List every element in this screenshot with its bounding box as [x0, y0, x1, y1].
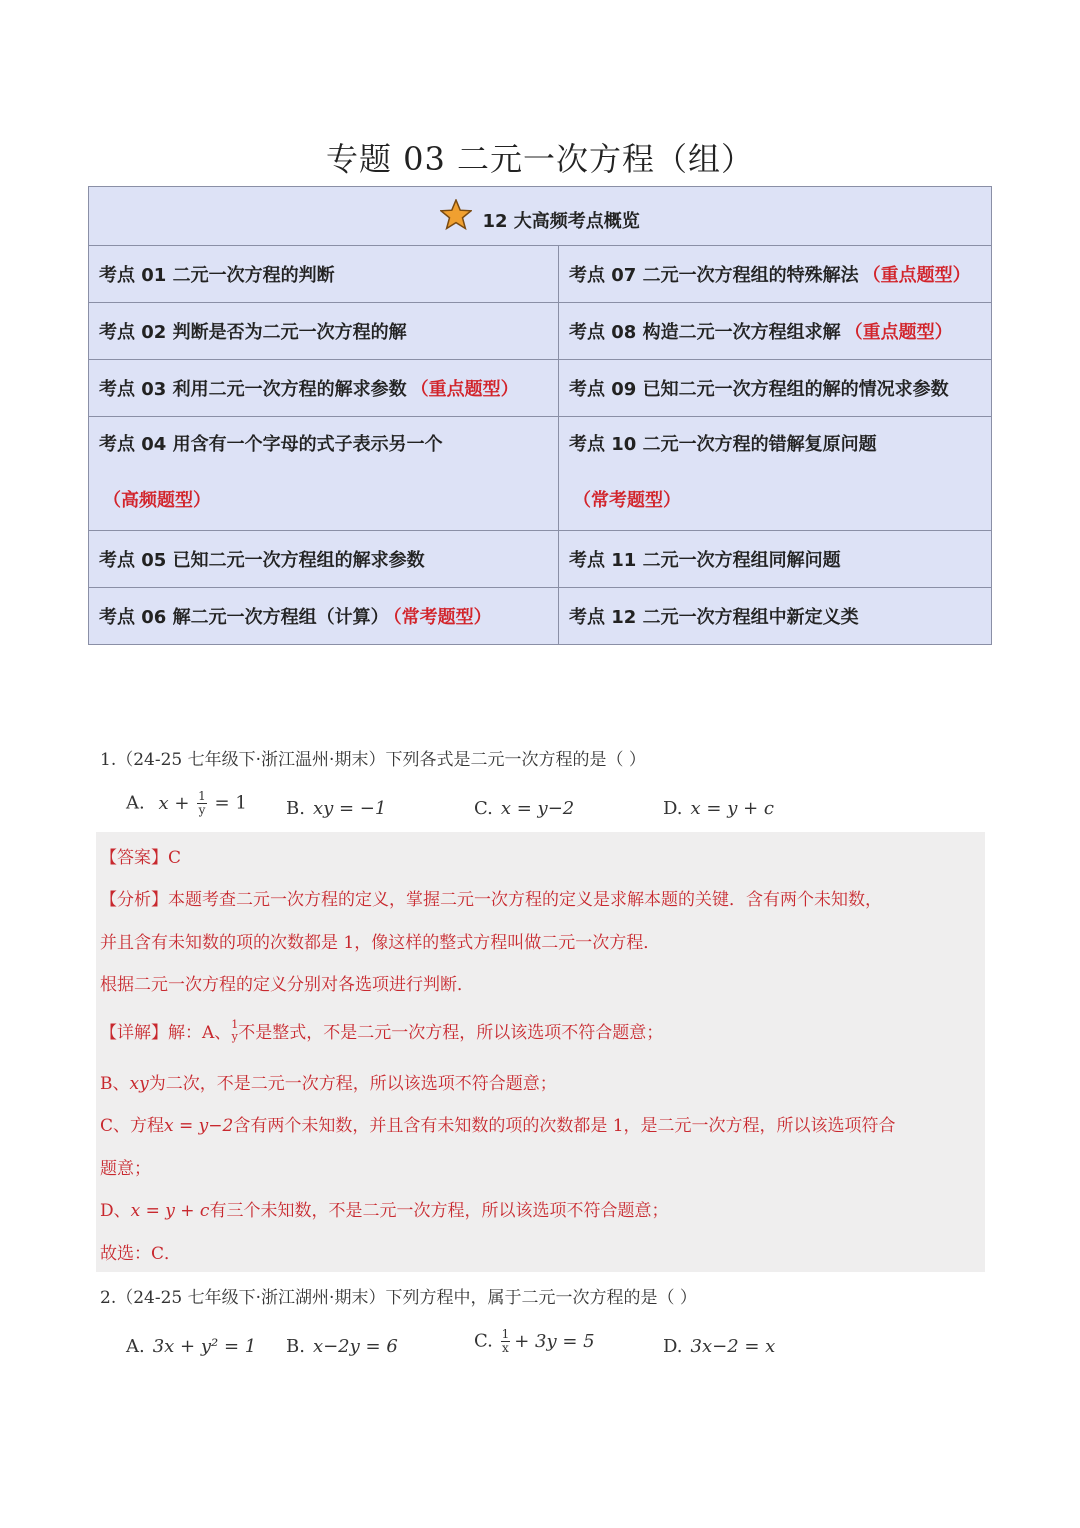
topic-tag: （重点题型） — [844, 322, 953, 343]
option-a: A. 3x + y² = 1 — [126, 1336, 257, 1357]
topic-cell — [89, 417, 559, 531]
fraction: $\frac{1}{y}$ — [198, 789, 206, 817]
topic-tag: （常考题型） — [573, 490, 681, 511]
overview-row — [89, 246, 992, 303]
topic-text: 考点 02 判断是否为二元一次方程的解 — [99, 322, 407, 343]
analysis-line: 并且含有未知数的项的次数都是 1，像这样的整式方程叫做二元一次方程． — [100, 933, 661, 953]
fraction: $\frac{1}{x}$ — [501, 1327, 510, 1355]
detail-line: 题意； — [100, 1159, 151, 1179]
topic-tag: （重点题型） — [410, 379, 519, 400]
topic-cell — [559, 246, 992, 303]
topic-text: 考点 05 已知二元一次方程组的解求参数 — [99, 550, 425, 571]
overview-header — [89, 187, 992, 246]
topic-text: 考点 10 二元一次方程的错解复原问题 — [569, 434, 877, 455]
star-icon — [440, 199, 472, 231]
detail-line: B、xy为二次，不是二元一次方程，所以该选项不符合题意； — [100, 1074, 557, 1094]
option-c: C. x = y−2 — [474, 798, 575, 819]
topic-text: 考点 12 二元一次方程组中新定义类 — [569, 607, 859, 628]
topic-tag: （重点题型） — [862, 265, 971, 286]
topic-text: 考点 06 解二元一次方程组（计算） — [99, 607, 389, 628]
option-d: D. 3x−2 = x — [663, 1336, 776, 1357]
detail-line: 【详解】解：A、 1 y 不是整式，不是二元一次方程，所以该选项不符合题意； — [100, 1018, 664, 1043]
option-a: A. x + $\frac{1}{y}$ = 1 — [126, 789, 247, 817]
overview-row — [89, 588, 992, 645]
topic-cell — [89, 246, 559, 303]
option-b: B. x−2y = 6 — [286, 1336, 398, 1357]
overview-row — [89, 303, 992, 360]
conclusion-line: 故选：C． — [100, 1244, 182, 1264]
topic-text: 考点 03 利用二元一次方程的解求参数 — [99, 379, 407, 400]
topic-text: 考点 08 构造二元一次方程组求解 — [569, 322, 841, 343]
analysis-line: 【分析】本题考查二元一次方程的定义，掌握二元一次方程的定义是求解本题的关键．含有两个未知数， — [100, 890, 882, 910]
topic-cell — [89, 303, 559, 360]
question-1-stem: 1.（24-25 七年级下·浙江温州·期末）下列各式是二元一次方程的是（ ） — [100, 750, 646, 770]
detail-line: C、方程x = y−2含有两个未知数，并且含有未知数的项的次数都是 1，是二元一次方程，所以该选项符合 — [100, 1116, 896, 1136]
topic-text: 考点 11 二元一次方程组同解问题 — [569, 550, 841, 571]
analysis-line: 根据二元一次方程的定义分别对各选项进行判断． — [100, 975, 474, 995]
topic-cell — [559, 417, 992, 531]
overview-header-text: 12 大高频考点概览 — [482, 211, 640, 232]
overview-row — [89, 531, 992, 588]
fraction: 1 y — [231, 1018, 239, 1043]
topic-cell — [559, 360, 992, 417]
topic-text: 考点 01 二元一次方程的判断 — [99, 265, 335, 286]
topic-cell — [559, 303, 992, 360]
topic-cell — [559, 588, 992, 645]
topic-cell — [89, 531, 559, 588]
topic-text: 考点 04 用含有一个字母的式子表示另一个 — [99, 434, 443, 455]
topic-cell — [89, 588, 559, 645]
detail-line: D、x = y + c有三个未知数，不是二元一次方程，所以该选项不符合题意； — [100, 1201, 669, 1221]
option-c: C. $\frac{1}{x}$ + 3y = 5 — [474, 1327, 595, 1355]
answer-line: 【答案】C — [100, 848, 182, 868]
option-b: B. xy = −1 — [286, 798, 387, 819]
topic-text: 考点 09 已知二元一次方程组的解的情况求参数 — [569, 379, 949, 400]
overview-row — [89, 360, 992, 417]
topic-tag: （常考题型） — [392, 607, 492, 628]
topic-text: 考点 07 二元一次方程组的特殊解法 — [569, 265, 859, 286]
topic-cell — [89, 360, 559, 417]
question-2-stem: 2.（24-25 七年级下·浙江湖州·期末）下列方程中，属于二元一次方程的是（ ） — [100, 1288, 697, 1308]
overview-table — [88, 186, 992, 645]
option-d: D. x = y + c — [663, 798, 774, 819]
topic-tag: （高频题型） — [103, 490, 211, 511]
page-title: 专题 03 二元一次方程（组） — [325, 140, 755, 178]
overview-row — [89, 417, 992, 531]
topic-cell — [559, 531, 992, 588]
